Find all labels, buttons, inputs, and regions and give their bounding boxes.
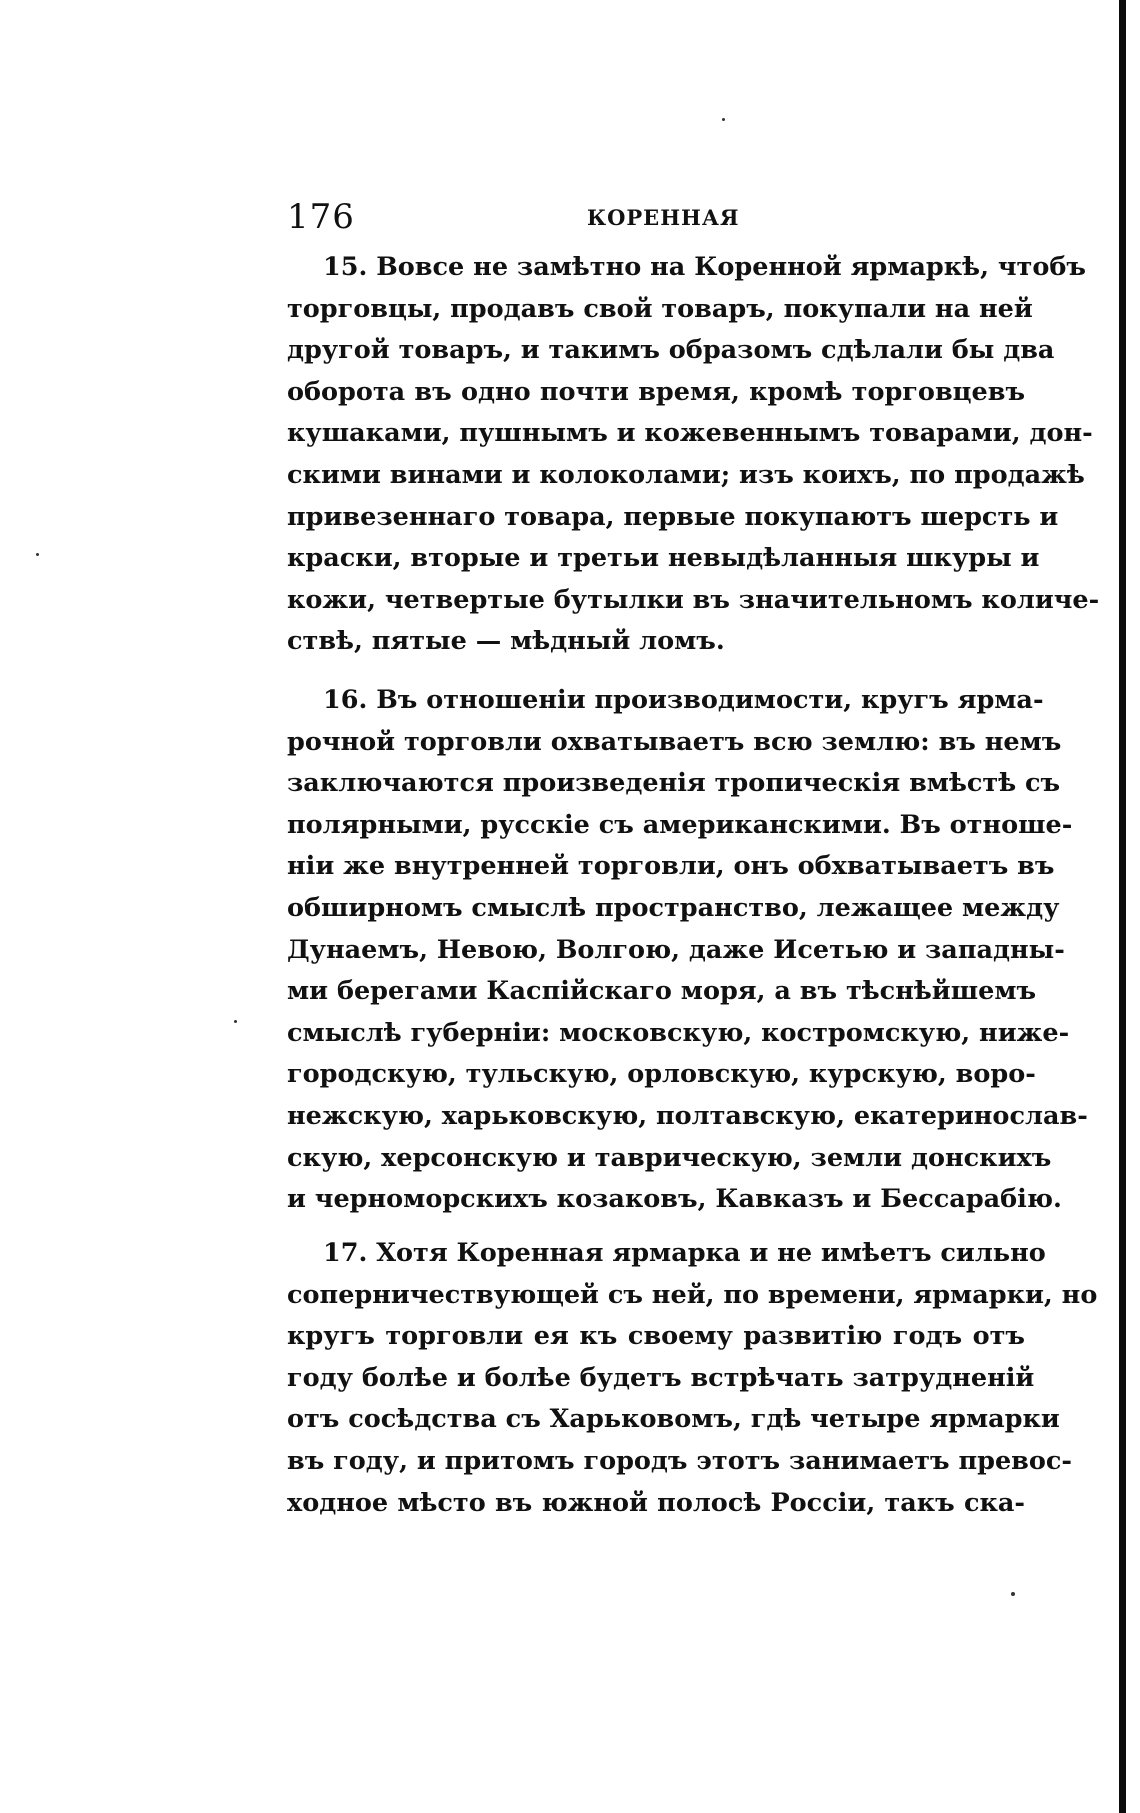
page-header xyxy=(287,195,1025,245)
text-line: торговцы, продавъ свой товаръ, покупали на ней xyxy=(287,293,1033,324)
text-line: 15. Вовсе не замѣтно на Коренной ярмаркѣ, чтобъ xyxy=(323,252,1086,282)
page-number: 176 xyxy=(287,197,355,237)
text-line: ствѣ, пятые — мѣдный ломъ. xyxy=(287,626,725,657)
text-line: полярными, русскіе съ американскими. Въ отноше- xyxy=(287,809,1073,840)
text-line: привезеннаго товара, первые покупаютъ шерсть и xyxy=(287,501,1059,532)
text-line: городскую, тульскую, орловскую, курскую, воро- xyxy=(287,1059,1036,1090)
speck xyxy=(234,1020,237,1023)
text-line: краски, вторые и третьи невыдѣланныя шкуры и xyxy=(287,543,1040,574)
paragraph-15 xyxy=(287,247,1100,663)
text-line: 17. Хотя Коренная ярмарка и не имѣетъ сильно xyxy=(323,1238,1046,1268)
text-line: оборота въ одно почти время, кромѣ торговцевъ xyxy=(287,376,1025,407)
text-line: году болѣе и болѣе будетъ встрѣчать затрудненій xyxy=(287,1362,1035,1393)
text-line: кушаками, пушнымъ и кожевеннымъ товарами, дон- xyxy=(287,418,1093,449)
text-line: кожи, четвертые бутылки въ значительномъ количе- xyxy=(287,584,1100,615)
text-line: обширномъ смыслѣ пространство, лежащее между xyxy=(287,892,1060,923)
scan-border xyxy=(1119,0,1126,1813)
text-line: соперничествующей съ ней, по времени, ярмарки, но xyxy=(287,1279,1098,1310)
text-line: скую, херсонскую и таврическую, земли донскихъ xyxy=(287,1142,1052,1173)
speck xyxy=(722,118,725,121)
text-line: Дунаемъ, Невою, Волгою, даже Исетью и западны- xyxy=(287,934,1065,965)
text-line: 16. Въ отношеніи производимости, кругъ ярма- xyxy=(323,685,1044,715)
text-line: смыслѣ губерніи: московскую, костромскую, ниже- xyxy=(287,1017,1070,1048)
text-line: отъ сосѣдства съ Харьковомъ, гдѣ четыре ярмарки xyxy=(287,1404,1060,1435)
running-title: КОРЕННАЯ xyxy=(587,205,740,230)
paragraph-16 xyxy=(287,680,1088,1221)
text-line: ми берегами Каспійскаго моря, а въ тѣснѣйшемъ xyxy=(287,976,1037,1007)
text-line: кругъ торговли ея къ своему развитію годъ отъ xyxy=(287,1321,1025,1352)
text-line: въ году, и притомъ городъ этотъ занимаетъ превос- xyxy=(287,1445,1073,1476)
speck xyxy=(36,553,39,556)
speck xyxy=(1011,1592,1015,1596)
text-line: и черноморскихъ козаковъ, Кавказъ и Бессарабію. xyxy=(287,1184,1062,1215)
text-line: ходное мѣсто въ южной полосѣ Россіи, такъ ска- xyxy=(287,1487,1025,1518)
text-line: ніи же внутренней торговли, онъ обхватываетъ въ xyxy=(287,851,1055,882)
text-line: скими винами и колоколами; изъ коихъ, по продажѣ xyxy=(287,459,1085,490)
paragraph-17 xyxy=(287,1233,1098,1524)
text-line: другой товаръ, и такимъ образомъ сдѣлали бы два xyxy=(287,335,1055,366)
text-line: заключаются произведенія тропическія вмѣстѣ съ xyxy=(287,768,1061,799)
text-line: рочной торговли охватываетъ всю землю: въ немъ xyxy=(287,726,1062,757)
text-line: нежскую, харьковскую, полтавскую, екатеринослав- xyxy=(287,1100,1088,1131)
